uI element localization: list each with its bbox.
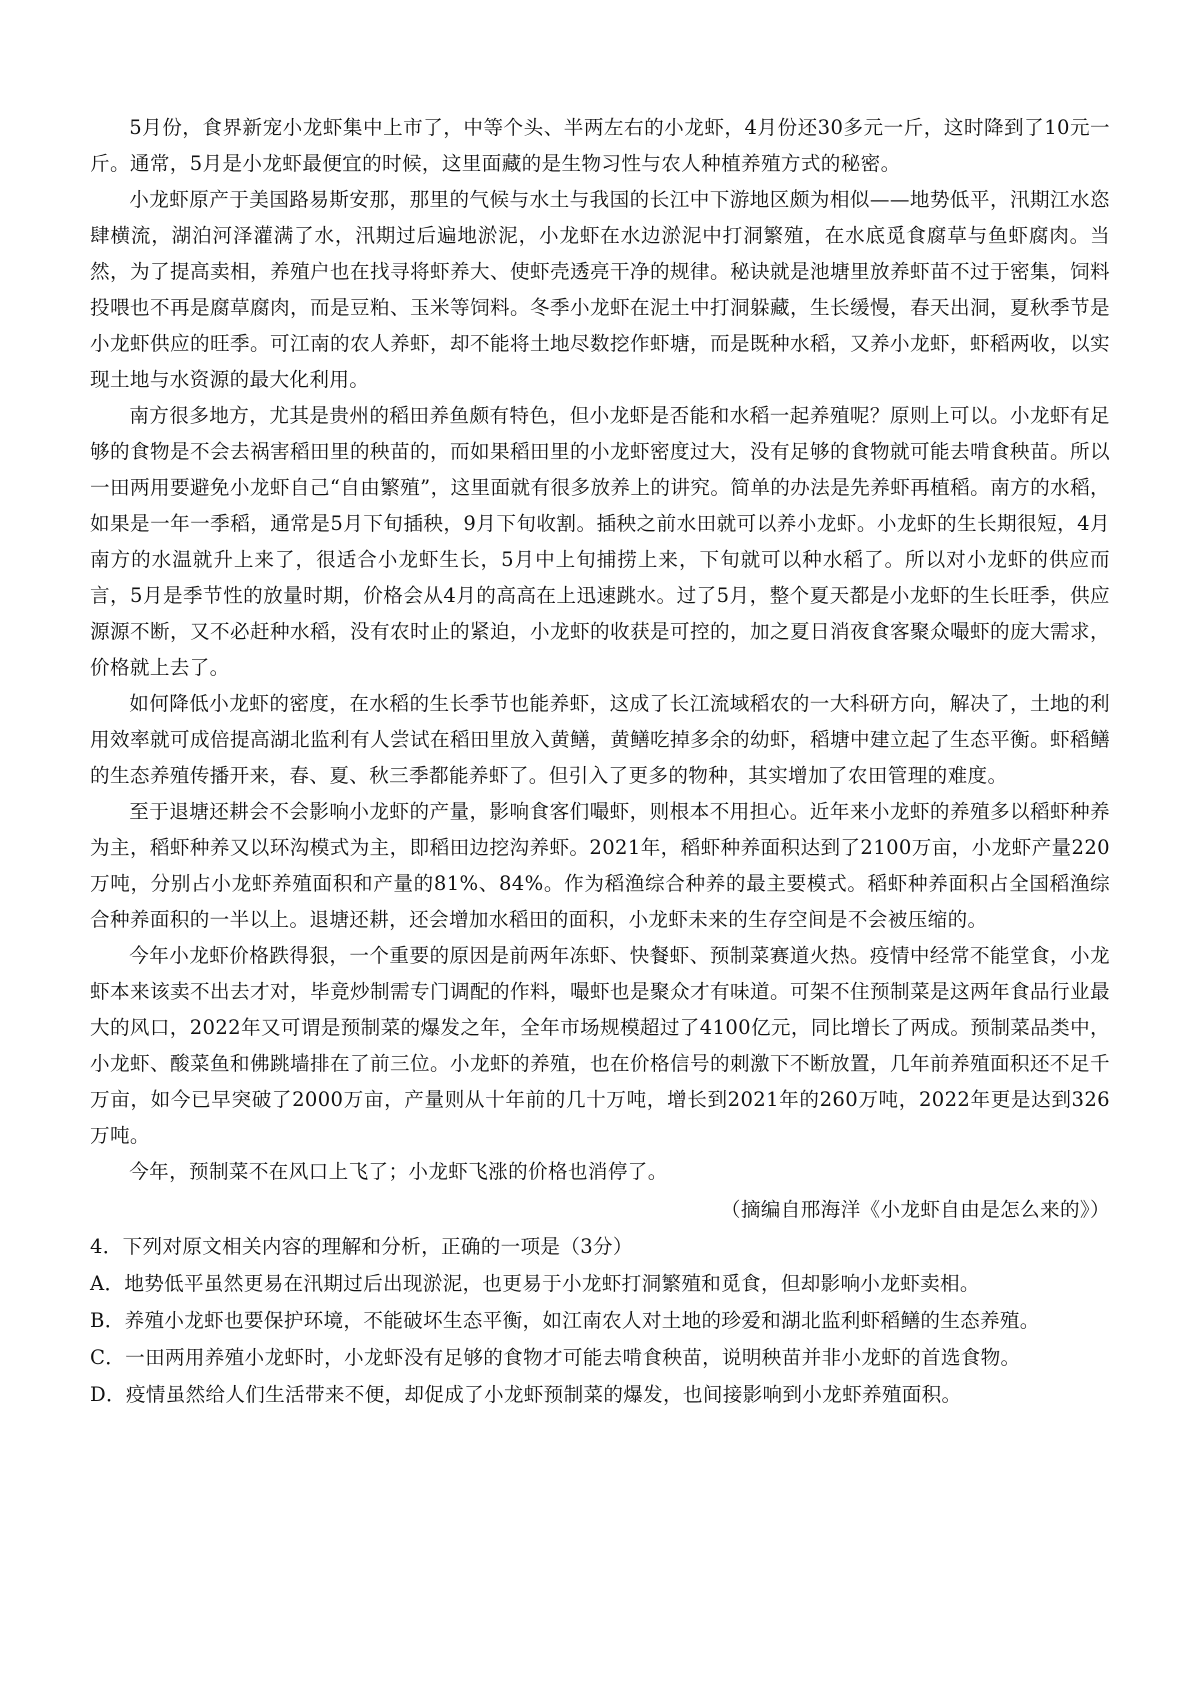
source-citation: （摘编自邢海洋《小龙虾自由是怎么来的》）: [720, 1198, 1110, 1221]
reading-passage: [90, 110, 1110, 1190]
passage-paragraph-4: 如何降低小龙虾的密度，在水稻的生长季节也能养虾，这成了长江流域稻农的一大科研方向，解决了，土地的利用效率就可成倍提高湖北监利有人尝试在稻田里放入黄鳝，黄鳝吃掉多余的幼虾，稻塘中建立起了生态平衡。虾稻鳝的生态养殖传播开来，春、夏、秋三季都能养虾了。但引入了更多的物种，其实增加了农田管理的难度。: [90, 692, 1110, 787]
passage-paragraph-1: 5月份，食界新宠小龙虾集中上市了，中等个头、半两左右的小龙虾，4月份还30多元一斤，这时降到了10元一斤。通常，5月是小龙虾最便宜的时候，这里面藏的是生物习性与农人种植养殖方式的秘密。: [90, 116, 1110, 175]
option-c: C．一田两用养殖小龙虾时，小龙虾没有足够的食物才可能去啃食秧苗，说明秧苗并非小龙虾的首选食物。: [90, 1346, 1021, 1369]
passage-paragraph-7: 今年，预制菜不在风口上飞了；小龙虾飞涨的价格也消停了。: [129, 1160, 668, 1183]
passage-paragraph-6: 今年小龙虾价格跌得狠，一个重要的原因是前两年冻虾、快餐虾、预制菜赛道火热。疫情中经常不能堂食，小龙虾本来该卖不出去才对，毕竟炒制需专门调配的作料，嘬虾也是聚众才有味道。可架不住预制菜是这两年食品行业最大的风口，2022年又可谓是预制菜的爆发之年，全年市场规模超过了4100亿元，同比增长了两成。预制菜品类中，小龙虾、酸菜鱼和佛跳墙排在了前三位。小龙虾的养殖，也在价格信号的刺激下不断放置，几年前养殖面积还不足千万亩，如今已早突破了2000万亩，产量则从十年前的几十万吨，增长到2021年的260万吨，2022年更是达到326万吨。: [90, 944, 1110, 1147]
option-b: B．养殖小龙虾也要保护环境，不能破坏生态平衡，如江南农人对土地的珍爱和湖北监利虾稻鳝的生态养殖。: [90, 1309, 1040, 1332]
question-stem: 4．下列对原文相关内容的理解和分析，正确的一项是（3分）: [90, 1235, 633, 1258]
passage-paragraph-5: 至于退塘还耕会不会影响小龙虾的产量，影响食客们嘬虾，则根本不用担心。近年来小龙虾的养殖多以稻虾种养为主，稻虾种养又以环沟模式为主，即稻田边挖沟养虾。2021年，稻虾种养面积达到了2100万亩，小龙虾产量220万吨，分别占小龙虾养殖面积和产量的81%、84%。作为稻渔综合种养的最主要模式。稻虾种养面积占全国稻渔综合种养面积的一半以上。退塘还耕，还会增加水稻田的面积，小龙虾未来的生存空间是不会被压缩的。: [90, 800, 1110, 931]
option-a: A．地势低平虽然更易在汛期过后出现淤泥，也更易于小龙虾打洞繁殖和觅食，但却影响小龙虾卖相。: [90, 1272, 980, 1295]
exam-page: [90, 110, 1110, 1413]
option-d: D．疫情虽然给人们生活带来不便，却促成了小龙虾预制菜的爆发，也间接影响到小龙虾养殖面积。: [90, 1383, 962, 1406]
passage-paragraph-3: 南方很多地方，尤其是贵州的稻田养鱼颇有特色，但小龙虾是否能和水稻一起养殖呢？原则上可以。小龙虾有足够的食物是不会去祸害稻田里的秧苗的，而如果稻田里的小龙虾密度过大，没有足够的食物就可能去啃食秧苗。所以一田两用要避免小龙虾自己“自由繁殖”，这里面就有很多放养上的讲究。简单的办法是先养虾再植稻。南方的水稻，如果是一年一季稻，通常是5月下旬插秧，9月下旬收割。插秧之前水田就可以养小龙虾。小龙虾的生长期很短，4月南方的水温就升上来了，很适合小龙虾生长，5月中上旬捕捞上来，下旬就可以种水稻了。所以对小龙虾的供应而言，5月是季节性的放量时期，价格会从4月的高高在上迅速跳水。过了5月，整个夏天都是小龙虾的生长旺季，供应源源不断，又不必赶种水稻，没有农时止的紧迫，小龙虾的收获是可控的，加之夏日消夜食客聚众嘬虾的庞大需求，价格就上去了。: [90, 404, 1110, 679]
question-4: [90, 1228, 1110, 1413]
passage-paragraph-2: 小龙虾原产于美国路易斯安那，那里的气候与水土与我国的长江中下游地区颇为相似——地势低平，汛期江水恣肆横流，湖泊河泽灌满了水，汛期过后遍地淤泥，小龙虾在水边淤泥中打洞繁殖，在水底觅食腐草与鱼虾腐肉。当然，为了提高卖相，养殖户也在找寻将虾养大、使虾壳透亮干净的规律。秘诀就是池塘里放养虾苗不过于密集，饲料投喂也不再是腐草腐肉，而是豆粕、玉米等饲料。冬季小龙虾在泥土中打洞躲藏，生长缓慢，春天出洞，夏秋季节是小龙虾供应的旺季。可江南的农人养虾，却不能将土地尽数挖作虾塘，而是既种水稻，又养小龙虾，虾稻两收，以实现土地与水资源的最大化利用。: [90, 188, 1110, 391]
